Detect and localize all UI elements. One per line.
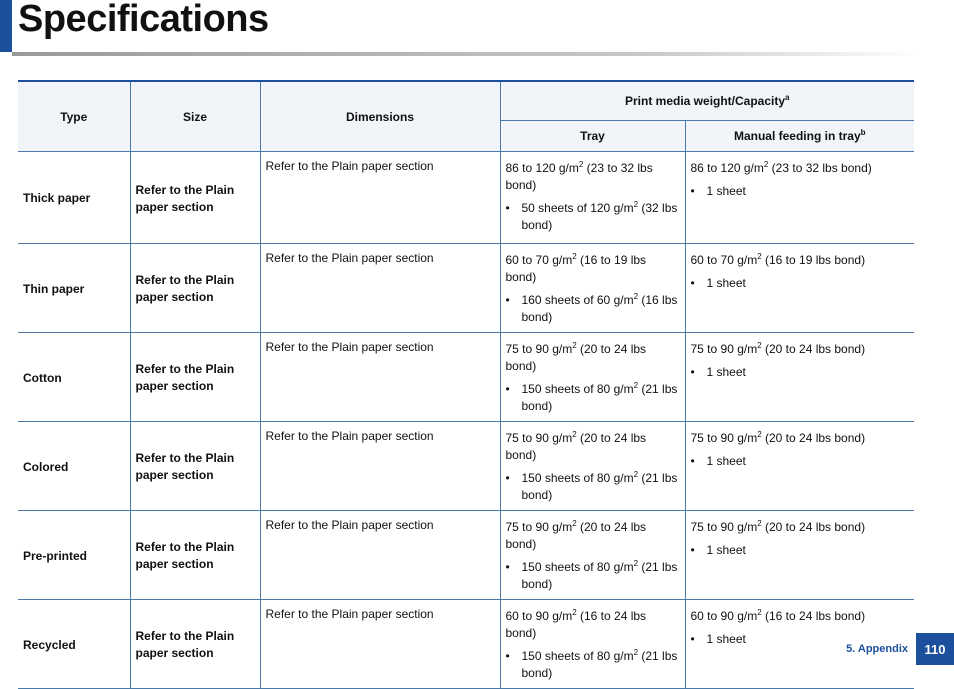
manual-capacity: [691, 542, 910, 559]
manual-weight: [691, 430, 910, 447]
tray-capacity-text: [522, 292, 680, 326]
cell-type: Thin paper: [18, 244, 130, 333]
specifications-table: [18, 80, 914, 689]
bullet-mark: •: [690, 454, 695, 468]
cell-dimensions: Refer to the Plain paper section: [260, 511, 500, 600]
superscript: 2: [757, 252, 762, 261]
header-manual-feeding: [685, 121, 914, 152]
cell-tray: [500, 600, 685, 689]
cell-dimensions: Refer to the Plain paper section: [260, 333, 500, 422]
tray-capacity: [506, 559, 680, 593]
table-row: [18, 422, 914, 511]
manual-capacity: [691, 183, 910, 200]
tray-weight-bond: (16 to 19 lbs bond): [505, 253, 647, 284]
tray-capacity: [506, 292, 680, 326]
manual-weight-value: 75 to 90 g/m: [690, 342, 758, 356]
cell-manual-feeding: [685, 333, 914, 422]
bullet-mark: •: [505, 471, 510, 485]
cell-type: Thick paper: [18, 152, 130, 244]
manual-weight-value: 86 to 120 g/m: [690, 161, 764, 175]
tray-weight-value: 60 to 70 g/m: [505, 253, 573, 267]
cell-manual-feeding: [685, 422, 914, 511]
manual-capacity: [691, 275, 910, 292]
bullet-mark: •: [690, 276, 695, 290]
tray-capacity-value: 150 sheets of 80 g/m: [521, 560, 634, 574]
table-row: [18, 600, 914, 689]
table-row: [18, 511, 914, 600]
cell-size: Refer to the Plain paper section: [130, 511, 260, 600]
bullet-mark: •: [690, 365, 695, 379]
manual-weight: [691, 519, 910, 536]
cell-tray: [500, 422, 685, 511]
cell-type: Cotton: [18, 333, 130, 422]
tray-weight-value: 86 to 120 g/m: [505, 161, 579, 175]
header-tray: Tray: [500, 121, 685, 152]
cell-size: Refer to the Plain paper section: [130, 600, 260, 689]
manual-capacity-text: 1 sheet: [706, 365, 746, 379]
footnote-a: a: [785, 93, 790, 102]
tray-capacity-text: [522, 470, 680, 504]
cell-tray: [500, 333, 685, 422]
bullet-mark: •: [690, 543, 695, 557]
superscript: 2: [633, 200, 639, 209]
tray-weight: [506, 430, 680, 464]
cell-dimensions: Refer to the Plain paper section: [260, 152, 500, 244]
tray-weight-bond: (20 to 24 lbs bond): [505, 520, 647, 551]
superscript: 2: [633, 470, 639, 479]
tray-capacity-bond: (32 lbs bond): [521, 201, 678, 232]
tray-weight-value: 75 to 90 g/m: [505, 342, 573, 356]
manual-capacity-text: 1 sheet: [706, 184, 746, 198]
tray-capacity-bond: (21 lbs bond): [521, 649, 678, 680]
header-weight-capacity: [500, 81, 914, 121]
cell-tray: [500, 244, 685, 333]
superscript: 2: [757, 430, 762, 439]
tray-weight-value: 75 to 90 g/m: [505, 520, 573, 534]
page-number: 110: [916, 633, 954, 665]
manual-weight-value: 75 to 90 g/m: [690, 431, 758, 445]
cell-size: Refer to the Plain paper section: [130, 244, 260, 333]
manual-capacity: [691, 364, 910, 381]
cell-size: Refer to the Plain paper section: [130, 333, 260, 422]
manual-capacity-text: 1 sheet: [706, 543, 746, 557]
tray-weight: [506, 252, 680, 286]
tray-weight-bond: (20 to 24 lbs bond): [505, 431, 647, 462]
header-dimensions: Dimensions: [260, 81, 500, 152]
bullet-mark: •: [505, 201, 510, 215]
title-divider: [12, 52, 920, 56]
superscript: 2: [633, 381, 639, 390]
superscript: 2: [572, 430, 577, 439]
bullet-mark: •: [690, 184, 695, 198]
manual-weight-value: 60 to 70 g/m: [690, 253, 758, 267]
tray-capacity-bond: (21 lbs bond): [521, 471, 678, 502]
superscript: 2: [633, 292, 639, 301]
superscript: 2: [763, 160, 769, 169]
superscript: 2: [757, 341, 762, 350]
tray-weight: [506, 160, 680, 194]
cell-manual-feeding: [685, 152, 914, 244]
manual-capacity-text: 1 sheet: [706, 632, 746, 646]
manual-capacity-text: 1 sheet: [706, 454, 746, 468]
manual-weight: [691, 252, 910, 269]
superscript: 2: [572, 252, 577, 261]
manual-weight-bond: (20 to 24 lbs bond): [761, 431, 866, 445]
tray-capacity-value: 150 sheets of 80 g/m: [521, 382, 634, 396]
footer-section-label: 5. Appendix: [846, 643, 908, 655]
superscript: 2: [633, 648, 639, 657]
header-manual-feeding-label: Manual feeding in tray: [733, 129, 861, 143]
cell-type: Colored: [18, 422, 130, 511]
bullet-mark: •: [505, 293, 510, 307]
tray-weight-bond: (20 to 24 lbs bond): [505, 342, 647, 373]
tray-capacity-value: 50 sheets of 120 g/m: [521, 201, 634, 215]
cell-dimensions: Refer to the Plain paper section: [260, 422, 500, 511]
tray-capacity-value: 160 sheets of 60 g/m: [521, 293, 634, 307]
table-row: [18, 152, 914, 244]
table-row: [18, 333, 914, 422]
manual-weight-bond: (16 to 24 lbs bond): [761, 609, 866, 623]
superscript: 2: [572, 608, 577, 617]
bullet-mark: •: [505, 649, 510, 663]
manual-capacity: [691, 453, 910, 470]
tray-capacity-bond: (21 lbs bond): [521, 560, 678, 591]
cell-size: Refer to the Plain paper section: [130, 152, 260, 244]
manual-weight: [691, 160, 910, 177]
superscript: 2: [572, 519, 577, 528]
superscript: 2: [578, 160, 584, 169]
bullet-mark: •: [505, 560, 510, 574]
tray-capacity-bond: (16 lbs bond): [521, 293, 678, 324]
manual-weight: [691, 608, 910, 625]
tray-capacity-text: [522, 200, 680, 234]
manual-weight-bond: (20 to 24 lbs bond): [761, 342, 866, 356]
tray-capacity-bond: (21 lbs bond): [521, 382, 678, 413]
header-size: Size: [130, 81, 260, 152]
tray-capacity: [506, 648, 680, 682]
tray-weight: [506, 519, 680, 553]
table-row: [18, 244, 914, 333]
manual-weight-bond: (23 to 32 lbs bond): [768, 161, 872, 175]
cell-dimensions: Refer to the Plain paper section: [260, 600, 500, 689]
page-title: Specifications: [18, 0, 269, 40]
cell-size: Refer to the Plain paper section: [130, 422, 260, 511]
cell-manual-feeding: [685, 244, 914, 333]
tray-capacity: [506, 381, 680, 415]
tray-weight-value: 75 to 90 g/m: [505, 431, 573, 445]
footnote-b: b: [860, 128, 866, 137]
cell-manual-feeding: [685, 511, 914, 600]
tray-weight: [506, 341, 680, 375]
bullet-mark: •: [690, 632, 695, 646]
cell-type: Pre-printed: [18, 511, 130, 600]
tray-capacity-text: [522, 559, 680, 593]
header-type: Type: [18, 81, 130, 152]
cell-type: Recycled: [18, 600, 130, 689]
manual-weight-bond: (16 to 19 lbs bond): [761, 253, 866, 267]
title-accent-bar: [0, 0, 12, 52]
cell-tray: [500, 152, 685, 244]
manual-capacity-text: 1 sheet: [706, 276, 746, 290]
table-header-row: [18, 81, 914, 121]
superscript: 2: [572, 341, 577, 350]
superscript: 2: [757, 608, 762, 617]
tray-capacity-value: 150 sheets of 80 g/m: [521, 649, 634, 663]
tray-capacity: [506, 470, 680, 504]
superscript: 2: [633, 559, 639, 568]
cell-tray: [500, 511, 685, 600]
cell-dimensions: Refer to the Plain paper section: [260, 244, 500, 333]
tray-weight: [506, 608, 680, 642]
bullet-mark: •: [505, 382, 510, 396]
tray-capacity-text: [522, 648, 680, 682]
manual-weight: [691, 341, 910, 358]
superscript: 2: [757, 519, 762, 528]
manual-weight-value: 75 to 90 g/m: [690, 520, 758, 534]
tray-capacity-value: 150 sheets of 80 g/m: [521, 471, 634, 485]
tray-weight-bond: (23 to 32 lbs bond): [505, 161, 653, 192]
tray-capacity: [506, 200, 680, 234]
tray-weight-value: 60 to 90 g/m: [505, 609, 573, 623]
tray-weight-bond: (16 to 24 lbs bond): [505, 609, 647, 640]
manual-weight-bond: (20 to 24 lbs bond): [761, 520, 866, 534]
manual-weight-value: 60 to 90 g/m: [690, 609, 758, 623]
header-weight-capacity-label: Print media weight/Capacity: [625, 94, 786, 108]
tray-capacity-text: [522, 381, 680, 415]
